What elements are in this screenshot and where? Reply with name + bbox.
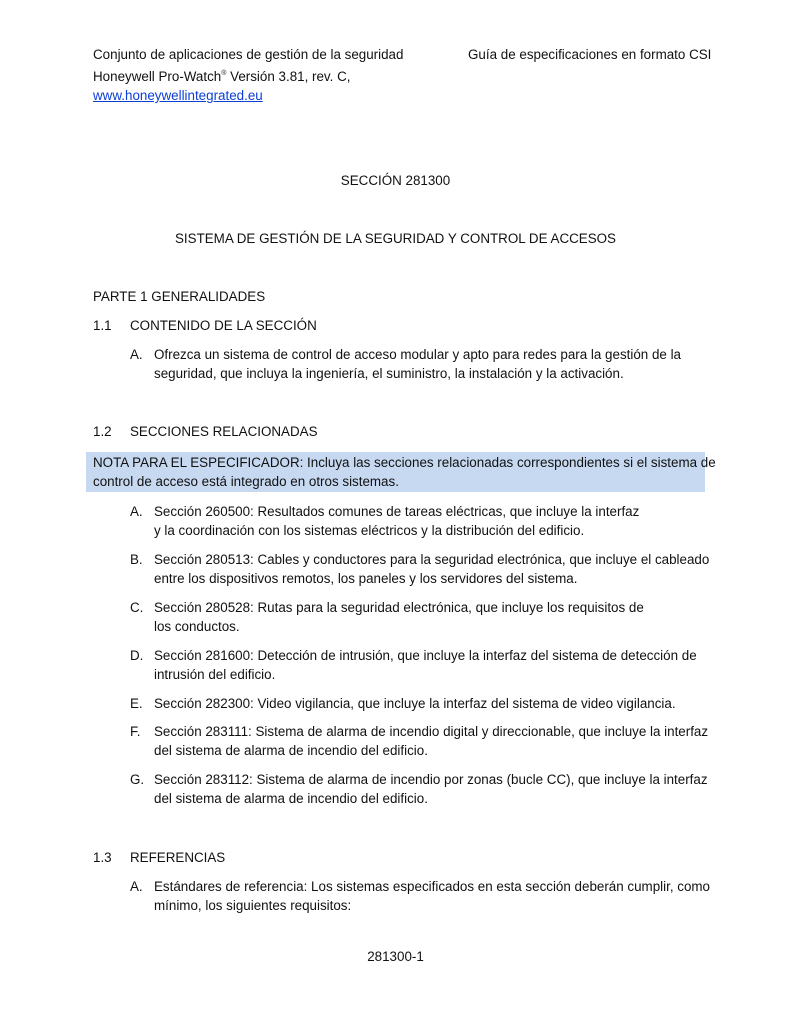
registered-mark: ® (221, 70, 227, 77)
line: Sección 260500: Resultados comunes de tareas eléctricas, que incluye la interfaz (154, 504, 640, 519)
related-section-label: G. (130, 772, 145, 787)
part-heading: PARTE 1 GENERALIDADES (93, 289, 266, 304)
line: entre los dispositivos remotos, los paneles y los servidores del sistema. (154, 571, 578, 586)
line: control de acceso está integrado en otros sistemas. (93, 474, 399, 489)
line: Sección 281600: Detección de intrusión, que incluye la interfaz del sistema de detección de (154, 648, 697, 663)
line: Sección 280513: Cables y conductores para la seguridad electrónica, que incluye el cableado (154, 552, 710, 567)
s13-item-label: A. (130, 879, 143, 894)
s11-num: 1.1 (93, 318, 112, 333)
related-section-text (154, 598, 644, 636)
s12-heading: SECCIONES RELACIONADAS (130, 424, 318, 439)
line: Estándares de referencia: Los sistemas especificados en esta sección deberán cumplir, como (154, 879, 711, 894)
line: Sección 283111: Sistema de alarma de incendio digital y direccionable, que incluye la interfaz (154, 724, 709, 739)
related-section-text (154, 646, 697, 684)
s11-item-text (154, 345, 681, 383)
related-section-label: B. (130, 552, 143, 567)
related-section-label: D. (130, 648, 144, 663)
line: intrusión del edificio. (154, 667, 276, 682)
line: Sección 280528: Rutas para la seguridad electrónica, que incluye los requisitos de (154, 600, 644, 615)
line: Sección 283112: Sistema de alarma de incendio por zonas (bucle CC), que incluye la interfaz (154, 772, 708, 787)
line: Sección 282300: Video vigilancia, que incluye la interfaz del sistema de video vigilancia. (154, 696, 676, 711)
s12-num: 1.2 (93, 424, 112, 439)
header-right: Guía de especificaciones en formato CSI (468, 47, 712, 62)
specifier-note (93, 453, 716, 491)
related-section-text (154, 722, 708, 760)
s13-heading: REFERENCIAS (130, 850, 226, 865)
product-version: Versión 3.81, rev. C, (226, 69, 351, 84)
related-section-text (154, 550, 709, 588)
line: NOTA PARA EL ESPECIFICADOR: Incluya las secciones relacionadas correspondientes si el sistema de (93, 455, 716, 470)
header-left (93, 45, 403, 105)
line: mínimo, los siguientes requisitos: (154, 898, 352, 913)
related-section-label: A. (130, 504, 143, 519)
related-section-label: E. (130, 696, 143, 711)
line: y la coordinación con los sistemas eléctricos y la distribución del edificio. (154, 523, 585, 538)
section-number: SECCIÓN 281300 (340, 173, 451, 188)
line: del sistema de alarma de incendio del edificio. (154, 743, 428, 758)
website-link[interactable]: www.honeywellintegrated.eu (93, 88, 263, 103)
page-number: 281300-1 (367, 949, 424, 964)
header-suite: Conjunto de aplicaciones de gestión de la seguridad (93, 47, 404, 62)
related-section-label: C. (130, 600, 144, 615)
related-section-text (154, 694, 676, 713)
related-section-label: F. (130, 724, 141, 739)
header-product (93, 64, 403, 86)
product-name: Honeywell Pro-Watch (93, 69, 222, 84)
line: del sistema de alarma de incendio del edificio. (154, 791, 428, 806)
line: seguridad, que incluya la ingeniería, el suministro, la instalación y la activación. (154, 366, 624, 381)
line: los conductos. (154, 619, 240, 634)
related-section-text (154, 770, 708, 808)
section-title: SISTEMA DE GESTIÓN DE LA SEGURIDAD Y CONTROL DE ACCESOS (174, 231, 616, 246)
s11-heading: CONTENIDO DE LA SECCIÓN (130, 318, 317, 333)
s13-num: 1.3 (93, 850, 112, 865)
line: Ofrezca un sistema de control de acceso modular y apto para redes para la gestión de la (154, 347, 681, 362)
related-section-text (154, 502, 639, 540)
s13-item-text (154, 877, 710, 915)
s11-item-label: A. (130, 347, 143, 362)
